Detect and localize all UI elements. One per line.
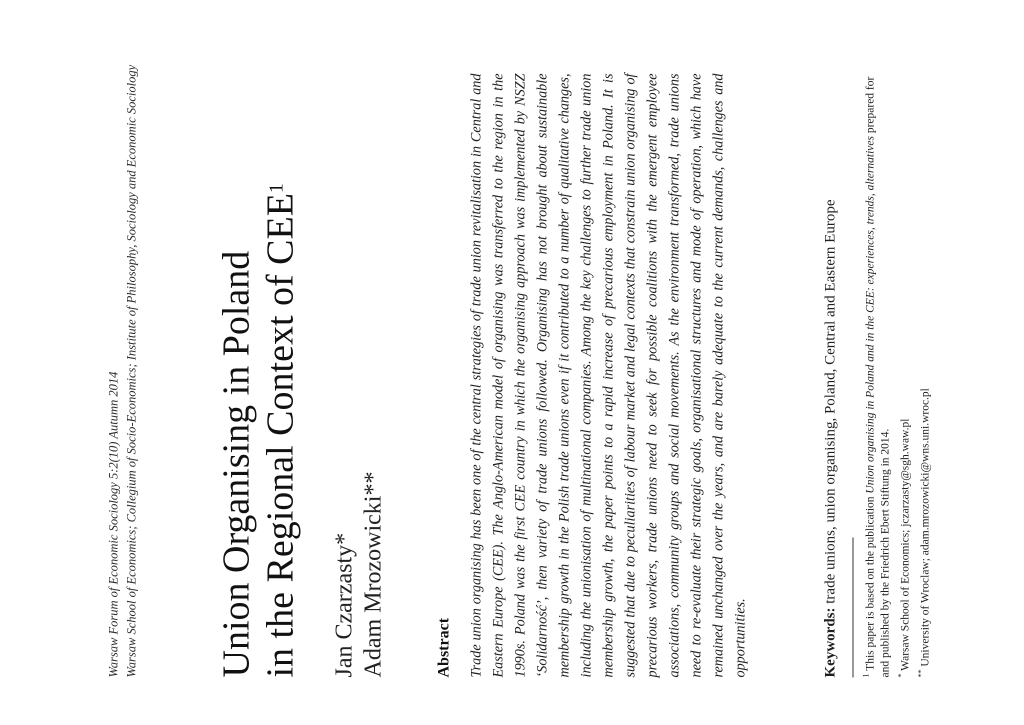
footnote-1-publication-title: Union organising in Poland and in the CEE: experiences, trends, alternatives [863,135,876,494]
author-2: Adam Mrozowicki** [360,471,386,677]
article-title [214,17,302,677]
title-footnote-mark: 1 [265,182,287,193]
footnote-3 [913,73,933,677]
keywords-label: Keywords: [822,607,838,677]
footnote-3-text: University of Wroclaw; adam.mrozowicki@wns.uni.wroc.pl [918,387,931,667]
title-line-2 [258,17,302,677]
author-1: Jan Czarzasty* [331,532,357,677]
abstract-heading: Abstract [435,617,452,677]
footnote-1-mark: 1 [861,673,870,677]
journal-citation: Warsaw Forum of Economic Sociology 5:2(10) Autumn 2014 [106,371,120,677]
footnote-divider [852,537,853,677]
footnote-2-mark: * [895,673,905,677]
footnote-2-text: Warsaw School of Economics; jczarzasty@sgh.waw.pl [898,418,911,671]
journal-header [104,37,140,677]
footnote-1-text-start: This paper is based on the publication [863,493,876,671]
abstract-text: Trade union organising has been one of the central strategies of trade union revitalisation in Central and Eastern Europe (CEE). The Anglo-American model of organising was transferred to the region in the 1990s. Poland was the first CEE country in which the organising approach was implemented by NSZZ ‘Solidarność’, then variety of trade unions followed. Organising has not brought about sustainable membership growth in the Polish trade unions even if it contributed to a number of qualitative changes, including the unionisation of multinational companies. Among the key challenges to further trade union membership growth, the paper points to a rapid increase of precarious employment in Poland. It is suggested that due to peculiarities of labour market and legal contexts that constrain union organising of precarious workers, trade unions need to seek for possible coalitions with the emergent employee associations, community groups and social movements. As the environment transformed, trade unions need to re-evaluate their strategic goals, organisational structures and mode of operation, which have remained unchanged over the years, and are barely adequate to the current demands, challenges and opportunities. [468,73,748,677]
footnote-2 [893,73,913,677]
title-line-2-text: in the Regional Context of CEE [259,192,301,677]
footnote-3-mark: ** [915,669,925,677]
footnote-1 [858,73,893,677]
keywords-line [820,67,840,677]
footnote-1-text-end: prepared for and published by the Friedrich Ebert Stiftung in 2014. [863,76,891,677]
journal-affiliation: Warsaw School of Economics; Collegium of Socio-Economics; Institute of Philosophy, Sociology and Economic Sociology [124,64,138,677]
title-line-1: Union Organising in Poland [215,250,257,677]
footnotes [858,73,932,677]
keywords-text: trade unions, union organising, Poland, Central and Eastern Europe [822,199,838,604]
author-list [330,77,388,677]
